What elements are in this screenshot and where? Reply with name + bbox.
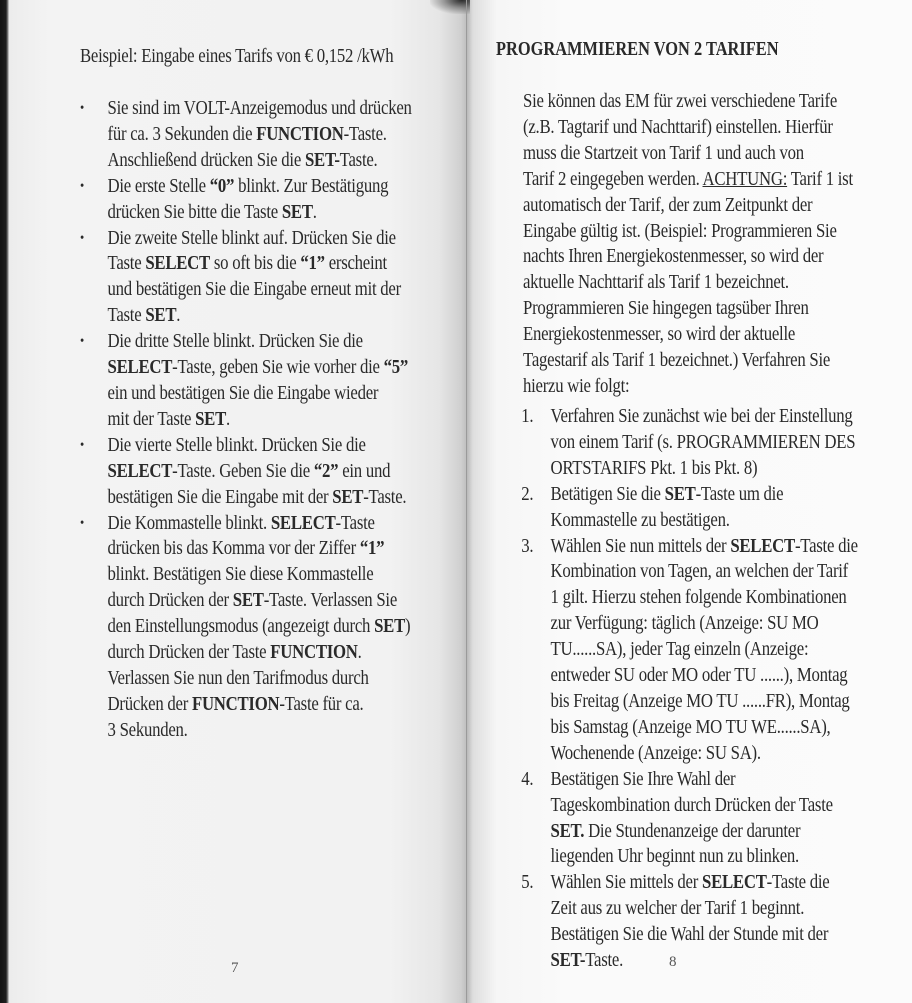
text-line: [108, 485, 429, 511]
step-number: 5.: [521, 872, 534, 894]
bold-keyword: SET: [664, 483, 696, 505]
text-run: ): [405, 616, 411, 638]
text-line: [108, 148, 429, 174]
text-line: [108, 640, 429, 666]
text-line: [108, 407, 429, 433]
text-run: Verlassen Sie nun den Tarifmodus durch: [107, 667, 369, 689]
text-line: [523, 89, 884, 115]
text-line: [108, 122, 429, 148]
bold-keyword: “5”: [383, 357, 409, 379]
bold-keyword: “1”: [359, 538, 385, 560]
text-run: Verfahren Sie zunächst wie bei der Einstellung: [550, 406, 853, 427]
text-run: hierzu wie folgt:: [523, 375, 630, 397]
text-line: [523, 348, 884, 374]
text-run: -Taste die: [794, 535, 858, 557]
text-line: [108, 588, 429, 614]
text-line: [551, 819, 885, 845]
bold-keyword: SET-: [550, 950, 586, 972]
text-line: [551, 922, 885, 948]
text-run: automatisch der Tarif, der zum Zeitpunkt der: [523, 194, 813, 216]
text-line: [108, 511, 429, 537]
text-run: Wählen Sie nun mittels der: [550, 535, 731, 557]
text-run: Bestätigen Sie Ihre Wahl der: [550, 768, 736, 790]
text-run: -Taste die: [766, 872, 830, 894]
text-run: erscheint: [324, 253, 387, 275]
text-line: [523, 296, 884, 322]
text-run: Tarif 1 ist: [787, 168, 853, 190]
text-run: bis Freitag (Anzeige MO TU ......FR), Montag: [550, 690, 850, 712]
bullet-item: [80, 226, 428, 330]
text-run: Sie können das EM für zwei verschiedene Tarife: [523, 91, 838, 112]
text-run: Die dritte Stelle blinkt. Drücken Sie die: [107, 331, 363, 353]
text-line: [551, 767, 885, 793]
bold-keyword: “0”: [209, 175, 235, 197]
text-run: Tagestarif als Tarif 1 bezeichnet.) Verfahren Sie: [523, 350, 831, 372]
text-line: [108, 174, 429, 200]
step-item: [523, 404, 884, 482]
text-run: .: [357, 642, 362, 664]
text-line: [108, 459, 429, 485]
bold-keyword: SET: [145, 305, 177, 327]
instruction-bullet-list: [80, 96, 428, 744]
text-run: Wählen Sie mittels der: [550, 872, 703, 894]
text-line: [551, 715, 885, 741]
text-line: [551, 663, 885, 689]
text-run: -Taste.: [343, 123, 387, 145]
text-run: .: [176, 305, 181, 327]
text-run: -Taste.: [363, 486, 407, 508]
text-line: [108, 666, 429, 692]
text-line: [551, 430, 885, 456]
text-run: -Taste, geben Sie wie vorher die: [172, 357, 384, 379]
text-line: [108, 614, 429, 640]
text-run: Drücken der: [107, 693, 192, 715]
text-run: für ca. 3 Sekunden die: [107, 123, 257, 145]
text-run: Taste: [107, 305, 146, 327]
text-line: [523, 374, 884, 400]
text-run: aktuelle Nachttarif als Tarif 1 bezeichnet.: [523, 272, 789, 294]
text-run: Eingabe gültig ist. (Beispiel: Programmieren Sie: [523, 220, 837, 242]
text-run: zur Verfügung: täglich (Anzeige: SU MO: [550, 613, 819, 635]
text-run: Programmieren Sie hingegen tagsüber Ihren: [523, 298, 809, 320]
step-number: 1.: [521, 406, 534, 427]
text-line: [551, 585, 885, 611]
bullet-icon: •: [80, 437, 84, 453]
text-run: liegenden Uhr beginnt nun zu blinken.: [550, 846, 799, 868]
text-run: Sie sind im VOLT-Anzeigemodus und drücken: [107, 98, 412, 119]
text-run: -Taste. Geben Sie die: [172, 460, 314, 482]
example-heading: Beispiel: Eingabe eines Tarifs von € 0,152 /kWh: [80, 46, 394, 67]
text-line: [523, 270, 884, 296]
bullet-icon: •: [80, 334, 84, 350]
text-run: (z.B. Tagtarif und Nachttarif) einstellen. Hierfür: [523, 116, 833, 138]
step-number: 2.: [521, 483, 534, 505]
page-number-right: 8: [669, 954, 677, 970]
text-line: [551, 456, 885, 482]
text-run: Die Stundenanzeige der darunter: [584, 820, 801, 842]
page-number-left: 7: [231, 960, 239, 976]
text-line: [108, 355, 429, 381]
bullet-icon: •: [80, 178, 84, 194]
intro-paragraph: [523, 89, 884, 400]
bold-keyword: SET-: [304, 149, 340, 171]
text-run: TU......SA), jeder Tag einzeln (Anzeige:: [550, 639, 809, 661]
text-line: [523, 193, 884, 219]
text-run: Die erste Stelle: [107, 175, 210, 197]
text-line: [108, 692, 429, 718]
text-line: [551, 948, 885, 974]
text-run: Betätigen Sie die: [550, 483, 665, 505]
bold-keyword: FUNCTION: [191, 693, 280, 715]
bold-keyword: FUNCTION: [256, 123, 344, 145]
text-run: Die Kommastelle blinkt.: [107, 512, 271, 534]
text-line: [108, 200, 429, 226]
text-line: [551, 508, 885, 534]
step-number: 3.: [521, 535, 534, 557]
numbered-steps-list: [523, 404, 884, 974]
bold-keyword: FUNCTION: [270, 642, 358, 664]
text-run: drücken Sie bitte die Taste: [107, 201, 282, 223]
text-run: -Taste für ca.: [279, 693, 364, 715]
text-run: muss die Startzeit von Tarif 1 und auch von: [523, 142, 804, 164]
text-line: [551, 559, 885, 585]
text-line: [523, 115, 884, 141]
text-line: [551, 793, 885, 819]
underlined-text: ACHTUNG:: [702, 168, 788, 190]
text-run: den Einstellungsmodus (angezeigt durch: [107, 616, 375, 638]
text-run: Taste.: [339, 149, 378, 171]
text-run: Die zweite Stelle blinkt auf. Drücken Sie die: [107, 227, 396, 249]
text-run: Anschließend drücken Sie die: [107, 149, 305, 171]
bullet-icon: •: [80, 515, 84, 531]
text-line: [551, 404, 885, 430]
text-run: Kommastelle zu bestätigen.: [550, 509, 730, 531]
text-run: .: [312, 201, 317, 223]
text-line: [108, 96, 429, 122]
text-run: von einem Tarif (s. PROGRAMMIEREN DES: [550, 431, 856, 453]
text-line: [551, 534, 885, 560]
bold-keyword: SET: [374, 616, 406, 638]
step-item: [523, 870, 884, 974]
text-run: ein und bestätigen Sie die Eingabe wieder: [107, 382, 379, 404]
text-run: bis Samstag (Anzeige MO TU WE......SA),: [550, 716, 831, 738]
text-run: Zeit aus zu welcher der Tarif 1 beginnt.: [550, 898, 805, 920]
text-run: ein und: [338, 460, 391, 482]
text-run: Tarif 2 eingegeben werden.: [523, 168, 703, 190]
text-run: und bestätigen Sie die Eingabe erneut mit der: [107, 279, 401, 301]
text-run: -Taste. Verlassen Sie: [263, 590, 398, 612]
binding-shadow: [430, 0, 470, 14]
step-item: [523, 482, 884, 534]
bullet-item: [80, 329, 428, 433]
text-run: .: [226, 408, 230, 430]
text-run: Tageskombination durch Drücken der Taste: [550, 794, 833, 816]
text-line: [551, 637, 885, 663]
scan-edge-shadow: [0, 0, 9, 1003]
text-line: [523, 244, 884, 270]
text-run: 3 Sekunden.: [107, 719, 188, 741]
bullet-icon: •: [80, 230, 84, 246]
book-spine: [466, 0, 467, 1003]
text-run: durch Drücken der: [107, 590, 233, 612]
text-run: Wochenende (Anzeige: SU SA).: [550, 742, 761, 764]
text-run: Kombination von Tagen, an welchen der Tarif: [550, 561, 849, 583]
text-run: blinkt. Bestätigen Sie diese Kommastelle: [107, 564, 374, 586]
text-line: [523, 167, 884, 193]
bold-keyword: SET: [281, 201, 313, 223]
text-run: -Taste: [335, 512, 375, 534]
text-run: durch Drücken der Taste: [107, 642, 271, 664]
text-line: [551, 689, 885, 715]
text-line: [108, 381, 429, 407]
bold-keyword: SELECT: [107, 357, 173, 379]
text-run: mit der Taste: [107, 408, 196, 430]
text-line: [108, 251, 429, 277]
text-run: bestätigen Sie die Eingabe mit der: [107, 486, 333, 508]
text-run: 1 gilt. Hierzu stehen folgende Kombinationen: [550, 587, 847, 609]
text-line: [551, 870, 885, 896]
text-run: Bestätigen Sie die Wahl der Stunde mit der: [550, 924, 829, 946]
text-line: [108, 277, 429, 303]
text-line: [108, 536, 429, 562]
text-line: [551, 741, 885, 767]
bold-keyword: SET.: [550, 820, 585, 842]
step-number: 4.: [521, 768, 534, 790]
text-line: [551, 844, 885, 870]
bullet-item: [80, 174, 428, 226]
text-line: [523, 219, 884, 245]
text-run: Die vierte Stelle blinkt. Drücken Sie die: [107, 434, 366, 456]
text-line: [551, 896, 885, 922]
bold-keyword: SELECT: [145, 253, 210, 275]
bold-keyword: “2”: [313, 460, 339, 482]
bold-keyword: SELECT: [107, 460, 173, 482]
bold-keyword: SELECT: [702, 872, 767, 894]
text-line: [523, 322, 884, 348]
text-run: Energiekostenmesser, so wird der aktuelle: [523, 324, 796, 346]
text-run: so oft bis die: [209, 253, 301, 275]
step-item: [523, 767, 884, 871]
text-run: nachts Ihren Energiekostenmesser, so wird der: [523, 246, 824, 268]
text-line: [551, 482, 885, 508]
bold-keyword: SELECT: [270, 512, 336, 534]
bold-keyword: SELECT: [730, 535, 795, 557]
text-line: [108, 226, 429, 252]
bullet-icon: •: [80, 101, 84, 116]
text-run: ORTSTARIFS Pkt. 1 bis Pkt. 8): [550, 457, 758, 479]
text-line: [108, 562, 429, 588]
text-run: blinkt. Zur Bestätigung: [234, 175, 389, 197]
bold-keyword: “1”: [300, 253, 325, 275]
text-line: [108, 329, 429, 355]
bullet-item: [80, 433, 428, 511]
bold-keyword: SET: [332, 486, 364, 508]
step-item: [523, 534, 884, 767]
section-heading: PROGRAMMIEREN VON 2 TARIFEN: [496, 38, 779, 60]
text-run: -Taste um die: [695, 483, 784, 505]
text-line: [551, 611, 885, 637]
text-run: Taste: [107, 253, 146, 275]
text-run: entweder SU oder MO oder TU ......), Montag: [550, 665, 848, 687]
text-run: drücken bis das Komma vor der Ziffer: [107, 538, 360, 560]
text-line: [108, 718, 429, 744]
text-line: [523, 141, 884, 167]
text-line: [108, 433, 429, 459]
bullet-item: [80, 96, 428, 174]
text-line: [108, 303, 429, 329]
bold-keyword: SET: [195, 408, 227, 430]
text-run: Taste.: [585, 950, 624, 972]
bullet-item: [80, 511, 428, 744]
bold-keyword: SET: [232, 590, 264, 612]
